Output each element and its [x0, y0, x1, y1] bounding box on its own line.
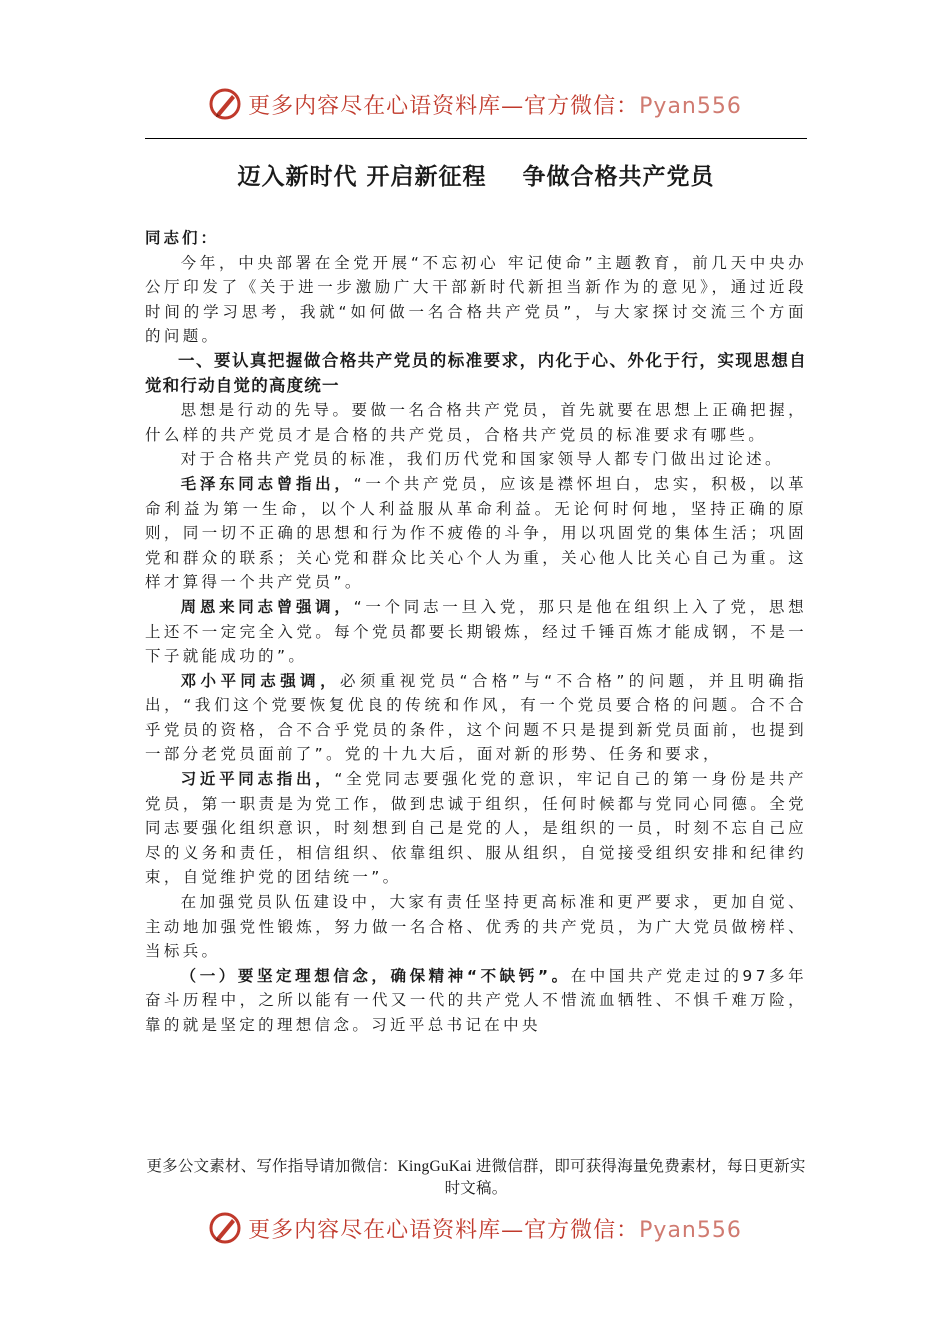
header-banner [0, 82, 950, 126]
xi-lead: 习近平同志指出， [180, 770, 335, 789]
sub1-heading: （一）要坚定理想信念，确保精神“不缺钙”。 [180, 966, 571, 985]
salutation: 同志们： [145, 229, 220, 247]
footer-note: 更多公文素材、写作指导请加微信：KingGuKai 进微信群，即可获得海量免费素材，每日更新实时文稿。 [146, 1158, 806, 1197]
paragraph-deng [145, 669, 807, 767]
paragraph-zhou [145, 595, 807, 669]
zhou-quote: “一个同志一旦入党，那只是他在组织上入了党，思想上还不一定完全入党。每个党员都要长期锻炼，经过千锤百炼才能成钢，不是一下子就能成功的”。 [145, 597, 807, 666]
zhou-lead: 周恩来同志曾强调， [180, 597, 354, 616]
pen-logo-icon [208, 1211, 242, 1245]
document-body [145, 226, 807, 1038]
section-heading-1: 一、要认真把握做合格共产党员的标准要求，内化于心、外化于行，实现思想自觉和行动自觉的高度统一 [145, 350, 807, 395]
paragraph-mao [145, 472, 807, 595]
mao-lead: 毛泽东同志曾指出， [180, 474, 354, 493]
paragraph-2: 对于合格共产党员的标准，我们历代党和国家领导人都专门做出过论述。 [180, 450, 784, 469]
pen-logo-icon [208, 87, 242, 121]
header-divider [145, 138, 807, 139]
mao-quote: “一个共产党员，应该是襟怀坦白，忠实，积极，以革命利益为第一生命，以个人利益服从革命利益。无论何时何地，坚持正确的原则，同一切不正确的思想和行为作不疲倦的斗争，用以巩固党的集体生活；巩固党和群众的联系；关心党和群众比关心个人为重，关心他人比关心自己为重。这样才算得一个共产党员”。 [145, 474, 807, 592]
banner-text: 更多内容尽在心语资料库—官方微信：Pyan556 [248, 1217, 742, 1243]
footer-banner [0, 1206, 950, 1250]
sub1-text: 在中国共产党走过的97多年奋斗历程中，之所以能有一代又一代的共产党人不惜流血牺牲、不惧千难万险，靠的就是坚定的理想信念。习近平总书记在中央 [145, 966, 807, 1034]
xi-quote: “全党同志要强化党的意识，牢记自己的第一身份是共产党员，第一职责是为党工作，做到忠诚于组织，任何时候都与党同心同德。全党同志要强化组织意识，时刻想到自己是党的人，是组织的一员，时刻不忘自己应尽的义务和责任，相信组织、依靠组织、服从组织，自觉接受组织安排和纪律约束，自觉维护党的团结统一”。 [145, 770, 807, 887]
paragraph-3: 在加强党员队伍建设中，大家有责任坚持更高标准和更严要求，更加自觉、主动地加强党性锻炼，努力做一名合格、优秀的共产党员，为广大党员做榜样、当标兵。 [145, 893, 807, 961]
paragraph-intro: 今年，中央部署在全党开展“不忘初心 牢记使命”主题教育，前几天中央办公厅印发了《关于进一步激励广大干部新时代新担当新作为的意见》，通过近段时间的学习思考，我就“如何做一名合格共产党员”，与大家探讨交流三个方面的问题。 [145, 253, 807, 346]
deng-quote: 必须重视党员“合格”与“不合格”的问题，并且明确指出，“我们这个党要恢复优良的传统和作风，有一个党员要合格的问题。合不合乎党员的资格，合不合乎党员的条件，这个问题不只是提到新党员面前，也提到一部分老党员面前了”。党的十九大后，面对新的形势、任务和要求， [145, 671, 807, 764]
deng-lead: 邓小平同志强调， [180, 671, 340, 690]
paragraph-xi [145, 767, 807, 890]
paragraph-sub1 [145, 964, 807, 1038]
document-title: 迈入新时代 开启新征程 争做合格共产党员 [237, 164, 715, 190]
paragraph-1: 思想是行动的先导。要做一名合格共产党员，首先就要在思想上正确把握，什么样的共产党员才是合格的共产党员，合格共产党员的标准要求有哪些。 [145, 401, 807, 444]
banner-text: 更多内容尽在心语资料库—官方微信：Pyan556 [248, 93, 742, 119]
